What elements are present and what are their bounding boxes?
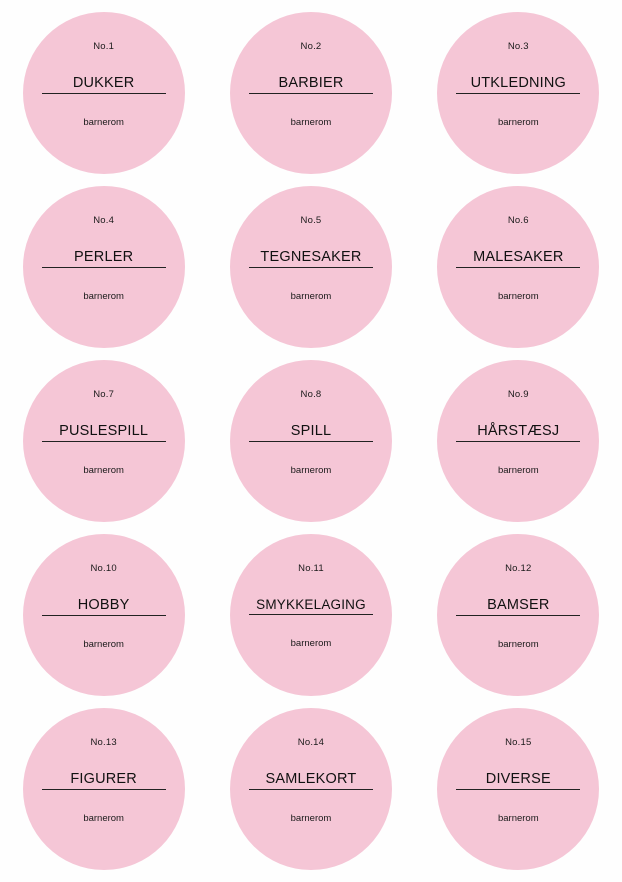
label-cell	[415, 528, 622, 702]
round-label[interactable]	[230, 186, 392, 348]
round-label[interactable]	[437, 186, 599, 348]
label-number: No.9	[507, 389, 529, 400]
label-title: FIGURER	[70, 770, 137, 787]
label-title-underline	[249, 772, 373, 791]
label-cell	[0, 702, 207, 876]
label-title: HÅRSTÆSJ	[477, 422, 560, 439]
label-number: No.2	[300, 41, 322, 52]
label-room: barnerom	[497, 639, 539, 651]
label-title-underline	[456, 598, 580, 617]
label-room: barnerom	[290, 117, 332, 129]
label-cell	[207, 528, 414, 702]
label-title: SMYKKELAGING	[256, 596, 366, 612]
label-title: PUSLESPILL	[59, 422, 149, 439]
label-title: DIVERSE	[485, 770, 551, 787]
label-number: No.12	[505, 563, 532, 574]
label-title-underline	[456, 424, 580, 443]
label-title-underline	[456, 76, 580, 95]
round-label[interactable]	[23, 12, 185, 174]
label-number: No.5	[300, 215, 322, 226]
round-label[interactable]	[230, 534, 392, 696]
label-title: SPILL	[290, 422, 332, 439]
label-room: barnerom	[290, 465, 332, 477]
label-number: No.10	[90, 563, 117, 574]
label-room: barnerom	[83, 465, 124, 477]
label-cell	[0, 180, 207, 354]
label-cell	[207, 6, 414, 180]
label-title: BARBIER	[278, 74, 344, 91]
round-label[interactable]	[23, 708, 185, 870]
label-number: No.7	[93, 389, 115, 400]
label-number: No.14	[297, 737, 325, 748]
label-number: No.1	[93, 41, 115, 52]
label-title: DUKKER	[72, 74, 135, 91]
label-title: PERLER	[74, 248, 134, 265]
label-room: barnerom	[83, 117, 124, 129]
label-room: barnerom	[497, 291, 539, 303]
round-label[interactable]	[230, 708, 392, 870]
label-number: No.8	[300, 389, 322, 400]
label-title-underline	[42, 424, 166, 443]
label-title: TEGNESAKER	[260, 248, 362, 265]
label-room: barnerom	[290, 291, 332, 303]
round-label[interactable]	[230, 12, 392, 174]
label-cell	[207, 180, 414, 354]
label-number: No.3	[507, 41, 529, 52]
label-room: barnerom	[497, 813, 539, 825]
label-number: No.15	[505, 737, 532, 748]
round-label[interactable]	[230, 360, 392, 522]
round-label[interactable]	[23, 186, 185, 348]
round-label[interactable]	[437, 360, 599, 522]
round-label[interactable]	[23, 360, 185, 522]
label-title-underline	[456, 772, 580, 791]
label-room: barnerom	[290, 813, 332, 825]
label-number: No.4	[93, 215, 115, 226]
label-room: barnerom	[290, 638, 332, 650]
round-label[interactable]	[437, 12, 599, 174]
label-title-underline	[42, 76, 166, 95]
label-title-underline	[42, 250, 166, 269]
label-title: BAMSER	[487, 596, 550, 613]
label-cell	[415, 6, 622, 180]
label-room: barnerom	[83, 291, 124, 303]
round-label[interactable]	[23, 534, 185, 696]
label-title-underline	[249, 250, 373, 269]
label-cell	[0, 354, 207, 528]
label-number: No.11	[298, 563, 324, 574]
label-title: HOBBY	[77, 596, 130, 613]
label-title: MALESAKER	[473, 248, 564, 265]
label-title-underline	[249, 424, 373, 443]
label-title: UTKLEDNING	[470, 74, 567, 91]
label-cell	[207, 354, 414, 528]
label-number: No.6	[507, 215, 529, 226]
label-cell	[207, 702, 414, 876]
label-title: SAMLEKORT	[265, 770, 357, 787]
label-title-underline	[42, 598, 166, 617]
label-room: barnerom	[497, 465, 539, 477]
label-number: No.13	[90, 737, 117, 748]
label-cell	[0, 6, 207, 180]
label-title-underline	[456, 250, 580, 269]
label-cell	[415, 354, 622, 528]
label-title-underline	[42, 772, 166, 791]
label-cell	[0, 528, 207, 702]
label-cell	[415, 180, 622, 354]
label-title-underline	[249, 598, 373, 616]
label-room: barnerom	[497, 117, 539, 129]
label-room: barnerom	[83, 813, 124, 825]
round-label[interactable]	[437, 534, 599, 696]
label-room: barnerom	[83, 639, 124, 651]
label-cell	[415, 702, 622, 876]
round-label[interactable]	[437, 708, 599, 870]
label-title-underline	[249, 76, 373, 95]
